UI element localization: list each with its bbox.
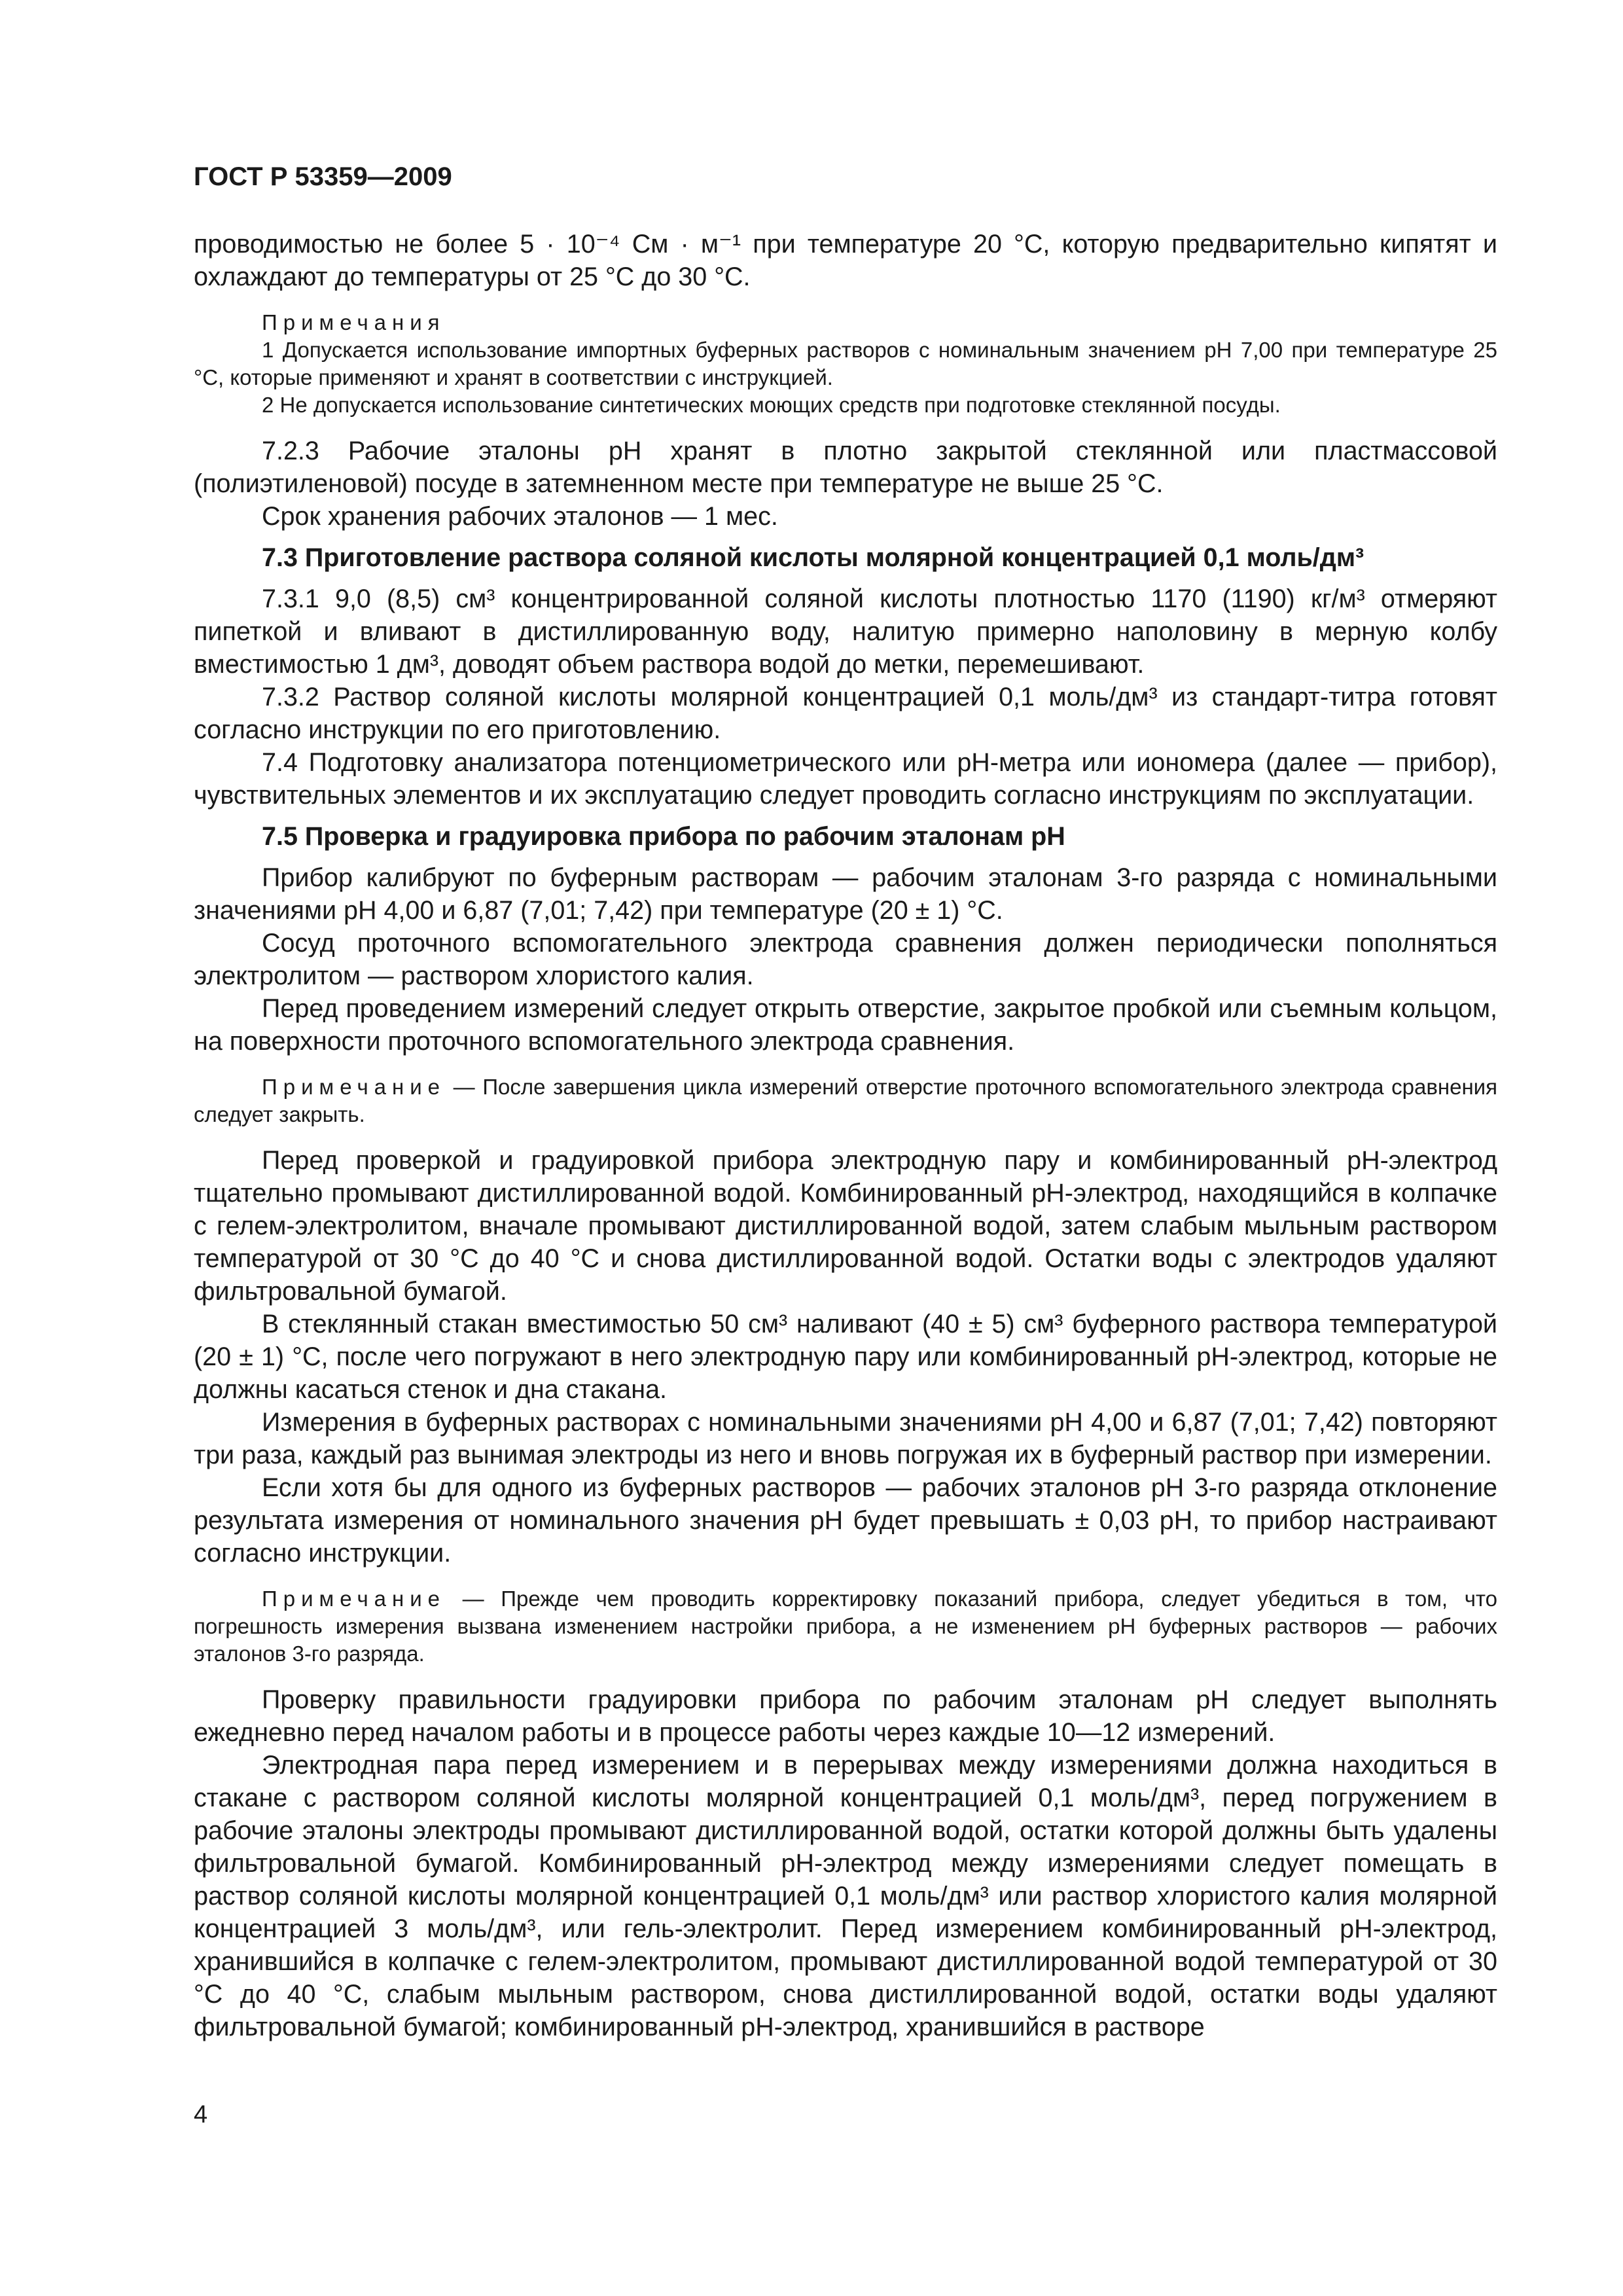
note-2 [194, 1073, 1497, 1128]
paragraph-7-3-1: 7.3.1 9,0 (8,5) см³ концентрированной соляной кислоты плотностью 1170 (1190) кг/м³ отмеряют пипеткой и вливают в дистиллированную воду, налитую примерно наполовину в мерную колбу вместимостью 1 дм³, доводят объем раствора водой до метки, перемешивают. [194, 584, 1497, 679]
document-header: ГОСТ Р 53359—2009 [194, 162, 452, 191]
note-label: Примечание [262, 1075, 446, 1099]
paragraph-7-5-b: Сосуд проточного вспомогательного электрода сравнения должен периодически пополняться электролитом — раствором хлористого калия. [194, 929, 1497, 990]
paragraph-7-5-c: Перед проведением измерений следует открыть отверстие, закрытое пробкой или съемным кольцом, на поверхности проточного вспомогательного электрода сравнения. [194, 994, 1497, 1056]
note-text: — Прежде чем проводить корректировку показаний прибора, следует убедиться в том, что погрешность измерения вызвана изменением настройки прибора, а не изменением pH буферных растворов — рабочих эталонов 3-го разряда. [194, 1587, 1497, 1666]
note-block-2 [194, 1073, 1497, 1128]
notes-label: Примечания [262, 310, 446, 334]
note-label: Примечание [262, 1587, 446, 1611]
note-block-3 [194, 1585, 1497, 1668]
paragraph-7-2-3: 7.2.3 Рабочие эталоны pH хранят в плотно закрытой стеклянной или пластмассовой (полиэтиленовой) посуде в затемненном месте при температуре не выше 25 °С. [194, 437, 1497, 498]
paragraph-storage: Срок хранения рабочих эталонов — 1 мес. [262, 502, 778, 531]
paragraph-continuation: проводимостью не более 5 · 10⁻⁴ См · м⁻¹ при температуре 20 °С, которую предварительно кипятят и охлаждают до температуры от 25 °С до 30 °С. [194, 230, 1497, 291]
paragraph-7-5-i: Электродная пара перед измерением и в перерывах между измерениями должна находиться в стакане с раствором соляной кислоты молярной концентрацией 0,1 моль/дм³, перед погружением в рабочие эталоны электроды промывают дистиллированной водой, остатки которой должны быть удалены фильтровальной бумагой. Комбинированный pH-электрод между измерениями следует помещать в раствор соляной кислоты молярной концентрацией 0,1 моль/дм³ или раствор хлористого калия молярной концентрацией 3 моль/дм³, или гель-электролит. Перед измерением комбинированный pH-электрод, хранившийся в колпачке с гелем-электролитом, промывают дистиллированной водой температурой от 30 °С до 40 °С, слабым мыльным раствором, снова дистиллированной водой, остатки воды удаляют фильтровальной бумагой; комбинированный pH-электрод, хранившийся в растворе [194, 1751, 1497, 2041]
section-heading-7-3: 7.3 Приготовление раствора соляной кислоты молярной концентрацией 0,1 моль/дм³ [262, 543, 1364, 572]
notes-block-1 [194, 309, 1497, 419]
paragraph-7-5-a: Прибор калибруют по буферным растворам — рабочим эталонам 3-го разряда с номинальными значениями pH 4,00 и 6,87 (7,01; 7,42) при температуре (20 ± 1) °С. [194, 863, 1497, 925]
note-item-2: 2 Не допускается использование синтетических моющих средств при подготовке стеклянной посуды. [262, 393, 1281, 417]
note-text: — После завершения цикла измерений отверстие проточного вспомогательного электрода сравнения следует закрыть. [194, 1075, 1497, 1126]
paragraph-7-3-2: 7.3.2 Раствор соляной кислоты молярной концентрацией 0,1 моль/дм³ из стандарт-титра готовят согласно инструкции по его приготовлению. [194, 683, 1497, 744]
section-heading-7-5: 7.5 Проверка и градуировка прибора по рабочим эталонам pH [262, 822, 1065, 851]
paragraph-7-5-d: Перед проверкой и градуировкой прибора электродную пару и комбинированный pH-электрод тщательно промывают дистиллированной водой. Комбинированный pH-электрод, находящийся в колпачке с гелем-электролитом, вначале промывают дистиллированной водой, затем слабым мыльным раствором температурой от 30 °С до 40 °С и снова дистиллированной водой. Остатки воды с электродов удаляют фильтровальной бумагой. [194, 1146, 1497, 1306]
note-item-1: 1 Допускается использование импортных буферных растворов с номинальным значением pH 7,00 при температуре 25 °С, которые применяют и хранят в соответствии с инструкцией. [194, 338, 1497, 389]
note-3 [194, 1585, 1497, 1668]
paragraph-7-5-e: В стеклянный стакан вместимостью 50 см³ наливают (40 ± 5) см³ буферного раствора температурой (20 ± 1) °С, после чего погружают в него электродную пару или комбинированный pH-электрод, которые не должны касаться стенок и дна стакана. [194, 1310, 1497, 1404]
document-body [194, 228, 1497, 2043]
paragraph-7-4: 7.4 Подготовку анализатора потенциометрического или pH-метра или иономера (далее — прибор), чувствительных элементов и их эксплуатацию следует проводить согласно инструкциям по эксплуатации. [194, 748, 1497, 810]
paragraph-7-5-f: Измерения в буферных растворах с номинальными значениями pH 4,00 и 6,87 (7,01; 7,42) повторяют три раза, каждый раз вынимая электроды из него и вновь погружая их в буферный раствор при измерении. [194, 1408, 1497, 1469]
page-number: 4 [194, 2101, 208, 2128]
paragraph-7-5-g: Если хотя бы для одного из буферных растворов — рабочих эталонов pH 3-го разряда отклонение результата измерения от номинального значения pH будет превышать ± 0,03 pH, то прибор настраивают согласно инструкции. [194, 1473, 1497, 1568]
paragraph-7-5-h: Проверку правильности градуировки прибора по рабочим эталонам pH следует выполнять ежедневно перед началом работы и в процессе работы через каждые 10—12 измерений. [194, 1685, 1497, 1747]
